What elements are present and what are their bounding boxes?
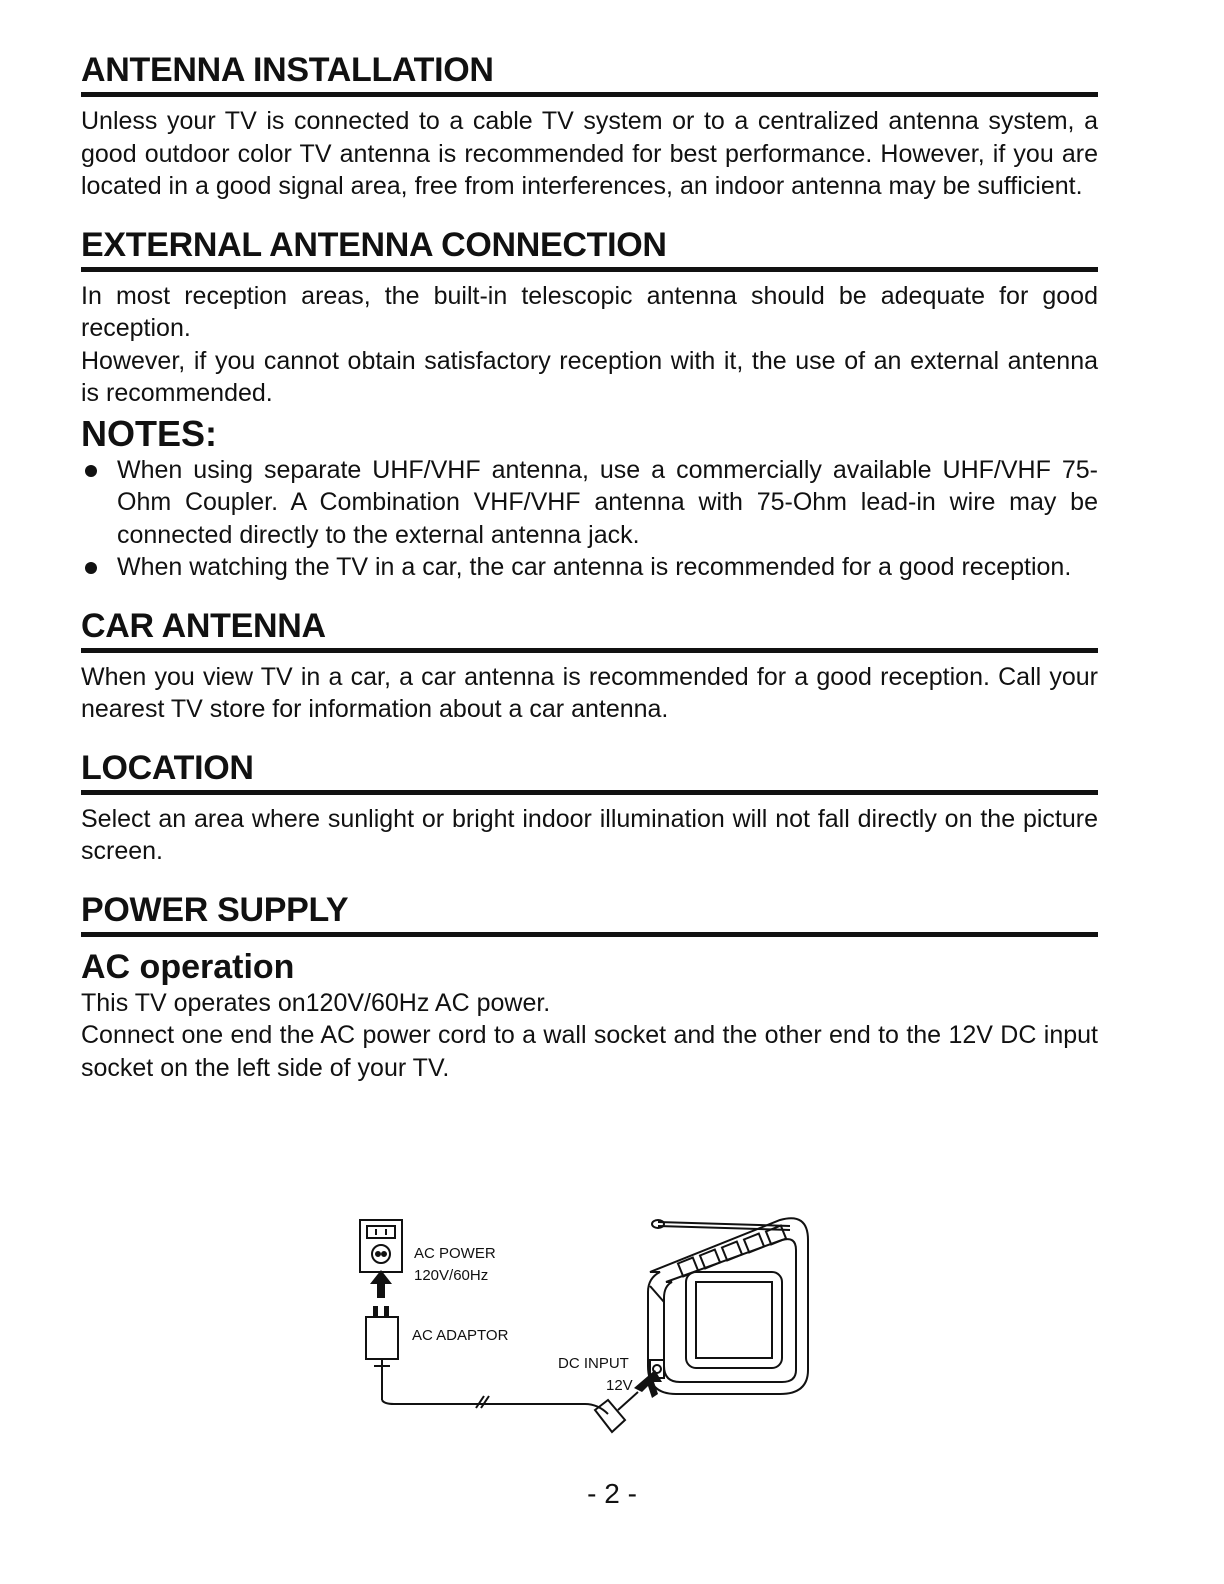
manual-page [81, 50, 1098, 1106]
section-body: When you view TV in a car, a car antenna is recommended for a good reception. Call your nearest TV store for information about a car antenna. [81, 662, 1098, 723]
section-location [81, 748, 1098, 868]
heading-rule [81, 267, 1098, 272]
section-heading: ANTENNA INSTALLATION [81, 51, 494, 89]
bullet-icon [85, 465, 97, 477]
section-power-supply [81, 890, 1098, 1085]
heading-rule [81, 790, 1098, 795]
section-antenna-installation [81, 50, 1098, 203]
power-connection-diagram [350, 1210, 820, 1440]
notes-title: NOTES: [81, 412, 218, 454]
list-item [81, 551, 1098, 584]
notes-list [81, 454, 1098, 584]
ac-power-spec: 120V/60Hz [414, 1267, 489, 1284]
dc-plug-icon [595, 1392, 638, 1432]
ac-adaptor-label: AC ADAPTOR [412, 1327, 509, 1344]
section-heading: POWER SUPPLY [81, 890, 349, 929]
tv-icon [648, 1218, 808, 1394]
list-item [81, 454, 1098, 552]
heading-rule [81, 92, 1098, 97]
section-body: This TV operates on120V/60Hz AC power. [81, 988, 551, 1017]
heading-rule [81, 648, 1098, 653]
section-heading: LOCATION [81, 748, 254, 787]
section-body: Connect one end the AC power cord to a wall socket and the other end to the 12V DC input socket on the left side of your TV. [81, 1021, 1098, 1082]
arrow-up-icon [370, 1270, 392, 1298]
dc-input-label: DC INPUT [558, 1355, 629, 1372]
heading-rule [81, 932, 1098, 937]
wall-outlet-icon [360, 1220, 402, 1272]
page-number: - 2 - [587, 1478, 637, 1509]
section-car-antenna [81, 606, 1098, 726]
note-text: When watching the TV in a car, the car antenna is recommended for a good reception. [117, 553, 1072, 581]
bullet-icon [85, 562, 97, 574]
dc-input-spec: 12V [606, 1377, 633, 1394]
subheading-ac-operation: AC operation [81, 947, 295, 986]
section-heading: EXTERNAL ANTENNA CONNECTION [81, 225, 667, 264]
section-heading: CAR ANTENNA [81, 606, 326, 645]
section-body: Unless your TV is connected to a cable TV system or to a centralized antenna system, a good outdoor color TV antenna is recommended for best performance. However, if you are located in a good signal area, free from interferences, an indoor antenna may be sufficient. [81, 107, 1098, 200]
section-external-antenna [81, 225, 1098, 584]
section-body: Select an area where sunlight or bright indoor illumination will not fall directly on the picture screen. [81, 804, 1098, 865]
section-body: In most reception areas, the built-in telescopic antenna should be adequate for good reception. [81, 281, 1098, 342]
ac-power-label: AC POWER [414, 1245, 496, 1262]
section-body: However, if you cannot obtain satisfactory reception with it, the use of an external antenna is recommended. [81, 346, 1098, 407]
diagram-svg [350, 1210, 820, 1440]
note-text: When using separate UHF/VHF antenna, use a commercially available UHF/VHF 75-Ohm Coupler. A Combination VHF/VHF antenna with 75-Ohm lead-in wire may be connected directly to the external antenna jack. [117, 455, 1098, 549]
